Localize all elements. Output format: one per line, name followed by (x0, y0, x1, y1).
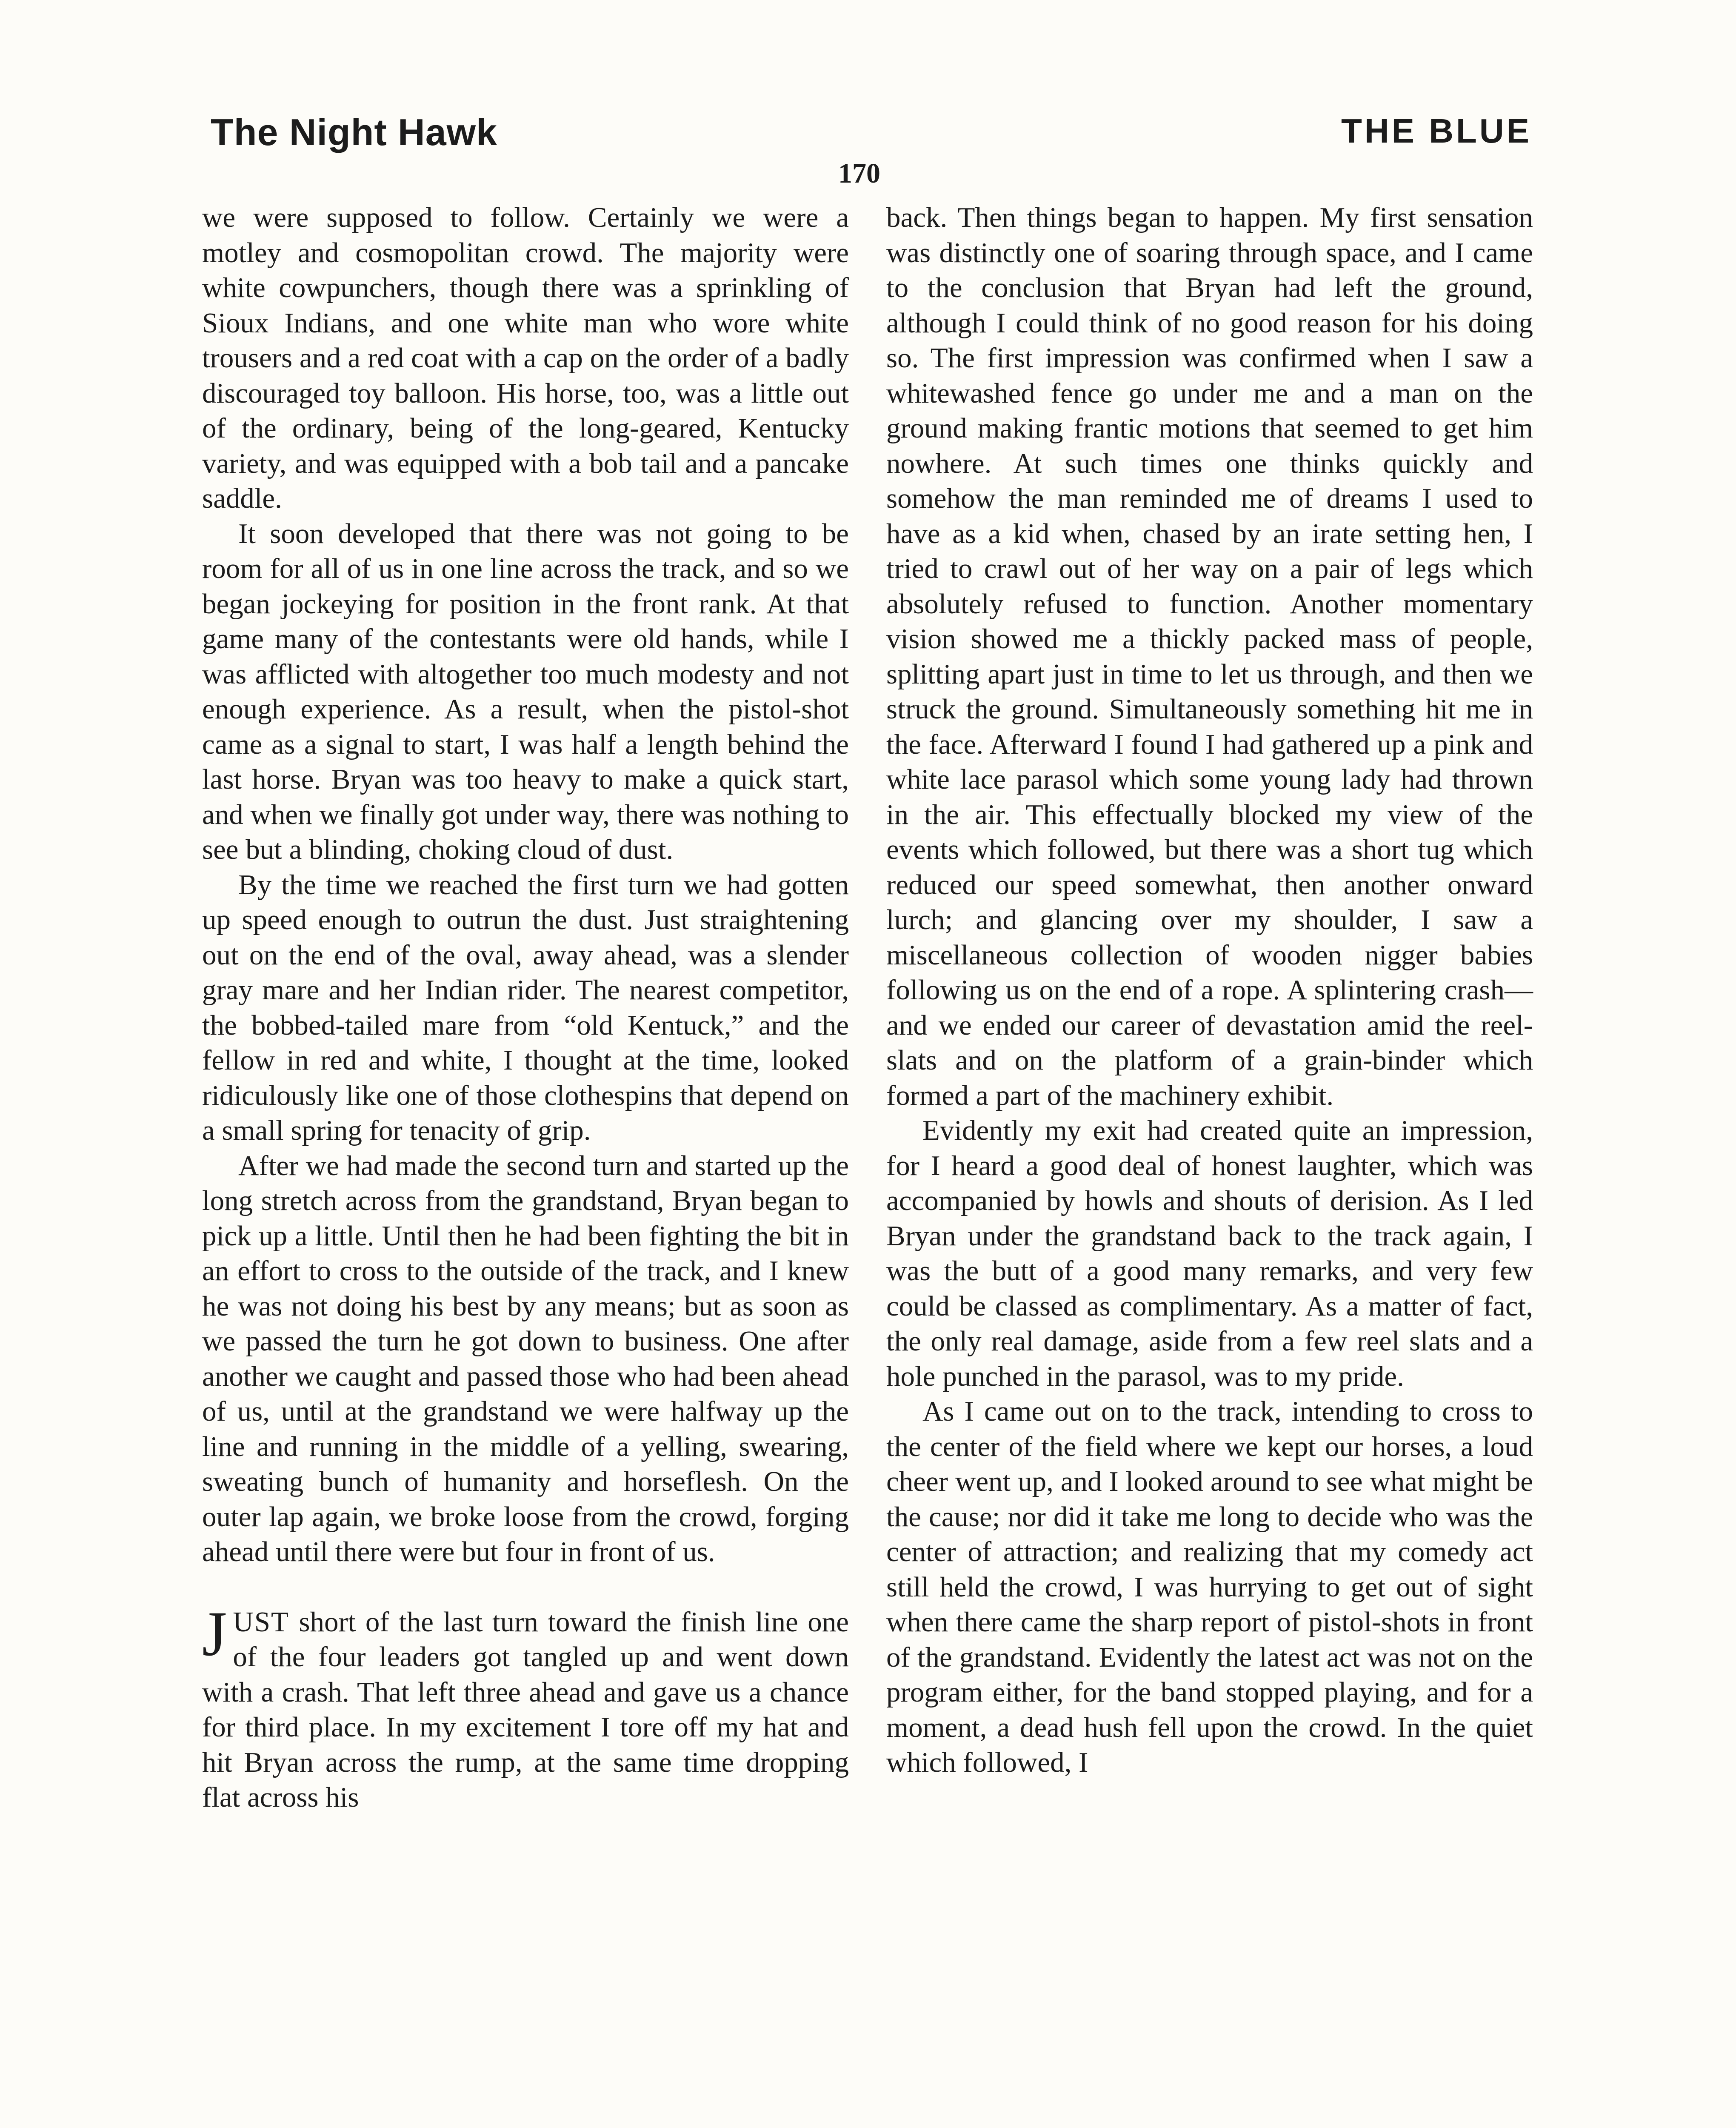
lead-word: UST (233, 1606, 289, 1638)
left-paragraph-5-body: short of the last turn toward the finish line one of the four leaders got tangled up and went down with a crash. That left three ahead and gave us a chance for third place. In my excitement I tore off my hat and hit Bryan across the rump, at the same time dropping flat across his (202, 1606, 849, 1813)
left-column (202, 200, 849, 1815)
page-number: 170 (838, 158, 880, 189)
running-section: THE BLUE (1341, 112, 1532, 150)
left-paragraph-4: After we had made the second turn and started up the long stretch across from the grandstand, Bryan began to pick up a little. Until then he had been fighting the bit in an effort to cross to the outside of the track, and I knew he was not doing his best by any means; but as soon as we passed the turn he got down to business. One after another we caught and passed those who had been ahead of us, until at the grandstand we were halfway up the line and running in the middle of a yelling, swearing, sweating bunch of humanity and horseflesh. On the outer lap again, we broke loose from the crowd, forging ahead until there were but four in front of us. (202, 1150, 849, 1567)
right-column (886, 200, 1533, 1780)
running-title: The Night Hawk (211, 111, 498, 153)
right-paragraph-3: As I came out on to the track, intending to cross to the center of the field where we kept our horses, a loud cheer went up, and I looked around to see what might be the cause; nor did it take me long to decide who was the center of attraction; and realizing that my comedy act still held the crowd, I was hurrying to get out of sight when there came the sharp report of pistol-shots in front of the grandstand. Evidently the latest act was not on the program either, for the band stopped playing, and for a moment, a dead hush fell upon the crowd. In the quiet which followed, I (886, 1396, 1533, 1778)
left-paragraph-1: we were supposed to follow. Certainly we were a motley and cosmopolitan crowd. The majority were white cowpunchers, though there was a sprinkling of Sioux Indians, and one white man who wore white trousers and a red coat with a cap on the order of a badly discouraged toy balloon. His horse, too, was a little out of the ordinary, being of the long-geared, Kentucky variety, and was equipped with a bob tail and a pancake saddle. (202, 202, 849, 514)
right-paragraph-2: Evidently my exit had created quite an impression, for I heard a good deal of honest laughter, which was accompanied by howls and shouts of derision. As I led Bryan under the grandstand back to the track again, I was the butt of a good many remarks, and very few could be classed as complimentary. As a matter of fact, the only real damage, aside from a few reel slats and a hole punched in the parasol, was to my pride. (886, 1115, 1533, 1392)
drop-cap: J (202, 1598, 227, 1669)
right-paragraph-1: back. Then things began to happen. My first sensation was distinctly one of soaring through space, and I came to the conclusion that Bryan had left the ground, although I could think of no good reason for his doing so. The first impression was confirmed when I saw a whitewashed fence go under me and a man on the ground making frantic motions that seemed to get him nowhere. At such times one thinks quickly and somehow the man reminded me of dreams I used to have as a kid when, chased by an irate setting hen, I tried to crawl out of her way on a pair of legs which absolutely refused to function. Another momentary vision showed me a thickly packed mass of people, splitting apart just in time to let us through, and then we struck the ground. Simultaneously something hit me in the face. Afterward I found I had gathered up a pink and white lace parasol which some young lady had thrown in the air. This effectually blocked my view of the events which followed, but there was a short tug which reduced our speed somewhat, then another onward lurch; and glancing over my shoulder, I saw a miscellaneous collection of wooden nigger babies following us on the end of a rope. A splintering crash—and we ended our career of devastation amid the reel-slats and on the platform of a grain-binder which formed a part of the machinery exhibit. (886, 202, 1533, 1111)
left-paragraph-5 (202, 1598, 849, 1815)
left-paragraph-2: It soon developed that there was not going to be room for all of us in one line across the track, and so we began jockeying for position in the front rank. At that game many of the contestants were old hands, while I was afflicted with altogether too much modesty and not enough experience. As a result, when the pistol-shot came as a signal to start, I was half a length behind the last horse. Bryan was too heavy to make a quick start, and when we finally got under way, there was nothing to see but a blinding, choking cloud of dust. (202, 518, 849, 865)
left-paragraph-3: By the time we reached the first turn we had gotten up speed enough to outrun the dust. Just straightening out on the end of the oval, away ahead, was a slender gray mare and her Indian rider. The nearest competitor, the bobbed-tailed mare from “old Kentuck,” and the fellow in red and white, I thought at the time, looked ridiculously like one of those clothespins that depend on a small spring for tenacity of grip. (202, 869, 849, 1146)
